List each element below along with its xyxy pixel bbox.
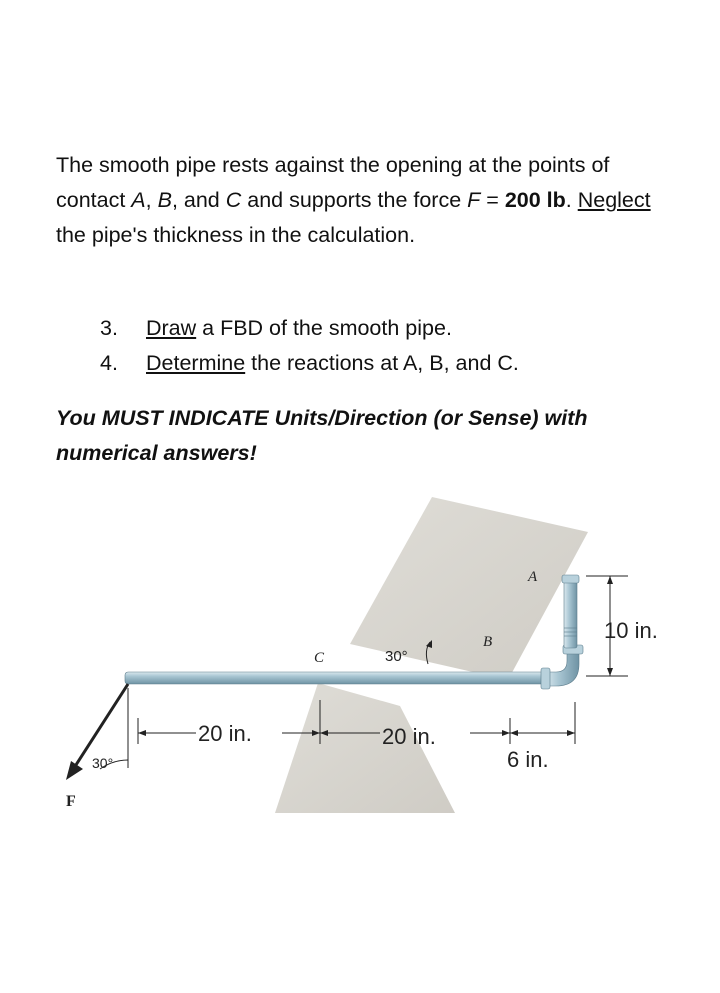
dimension-arrowhead — [510, 730, 518, 736]
label-c: C — [314, 650, 325, 666]
dimension-label-4: 10 in. — [604, 618, 658, 643]
problem-text-2: , — [145, 188, 158, 212]
vertical-pipe — [564, 580, 577, 648]
neglect-word: Neglect — [577, 188, 651, 212]
force-value: 200 lb — [504, 188, 566, 212]
dimension-label-1: 20 in. — [198, 721, 252, 746]
dimension-label-3: 6 in. — [507, 747, 549, 772]
task-text: the reactions at A, B, and C. — [245, 351, 519, 375]
dimension-arrowhead — [502, 730, 510, 736]
force-angle-label: 30° — [92, 755, 114, 771]
horizontal-pipe — [125, 672, 549, 684]
problem-text-4: and supports the force — [241, 188, 468, 212]
dimension-arrowhead — [607, 576, 613, 584]
label-a: A — [528, 569, 538, 585]
point-b-ref: B — [157, 188, 172, 212]
pipe-cap — [562, 575, 579, 583]
force-f-ref: F — [467, 188, 481, 212]
task-number: 4. — [100, 351, 118, 375]
label-f: F — [66, 793, 76, 810]
task-verb: Draw — [146, 316, 197, 340]
elbow-collar — [541, 668, 550, 689]
problem-text-1: The smooth pipe rests against the opening at the points of contact — [56, 153, 610, 212]
dimension-arrowhead — [567, 730, 575, 736]
task-verb: Determine — [146, 351, 246, 375]
dimension-arrowhead — [607, 668, 613, 676]
force-arrowhead — [66, 761, 83, 780]
problem-text-6: . — [565, 188, 578, 212]
dimension-label-2: 20 in. — [382, 724, 436, 749]
problem-text-7: the pipe's thickness in the calculation. — [56, 223, 416, 247]
dimension-arrowhead — [138, 730, 146, 736]
problem-text-5: = — [480, 188, 505, 212]
task-text: a FBD of the smooth pipe. — [196, 316, 452, 340]
task-number: 3. — [100, 316, 118, 340]
point-c-ref: C — [225, 188, 242, 212]
label-b: B — [483, 634, 493, 650]
wall-angle-label: 30° — [385, 648, 408, 665]
point-a-ref: A — [131, 188, 146, 212]
units-warning: You MUST INDICATE Units/Direction (or Sense) with numerical answers! — [56, 406, 588, 465]
problem-text-3: , and — [171, 188, 226, 212]
